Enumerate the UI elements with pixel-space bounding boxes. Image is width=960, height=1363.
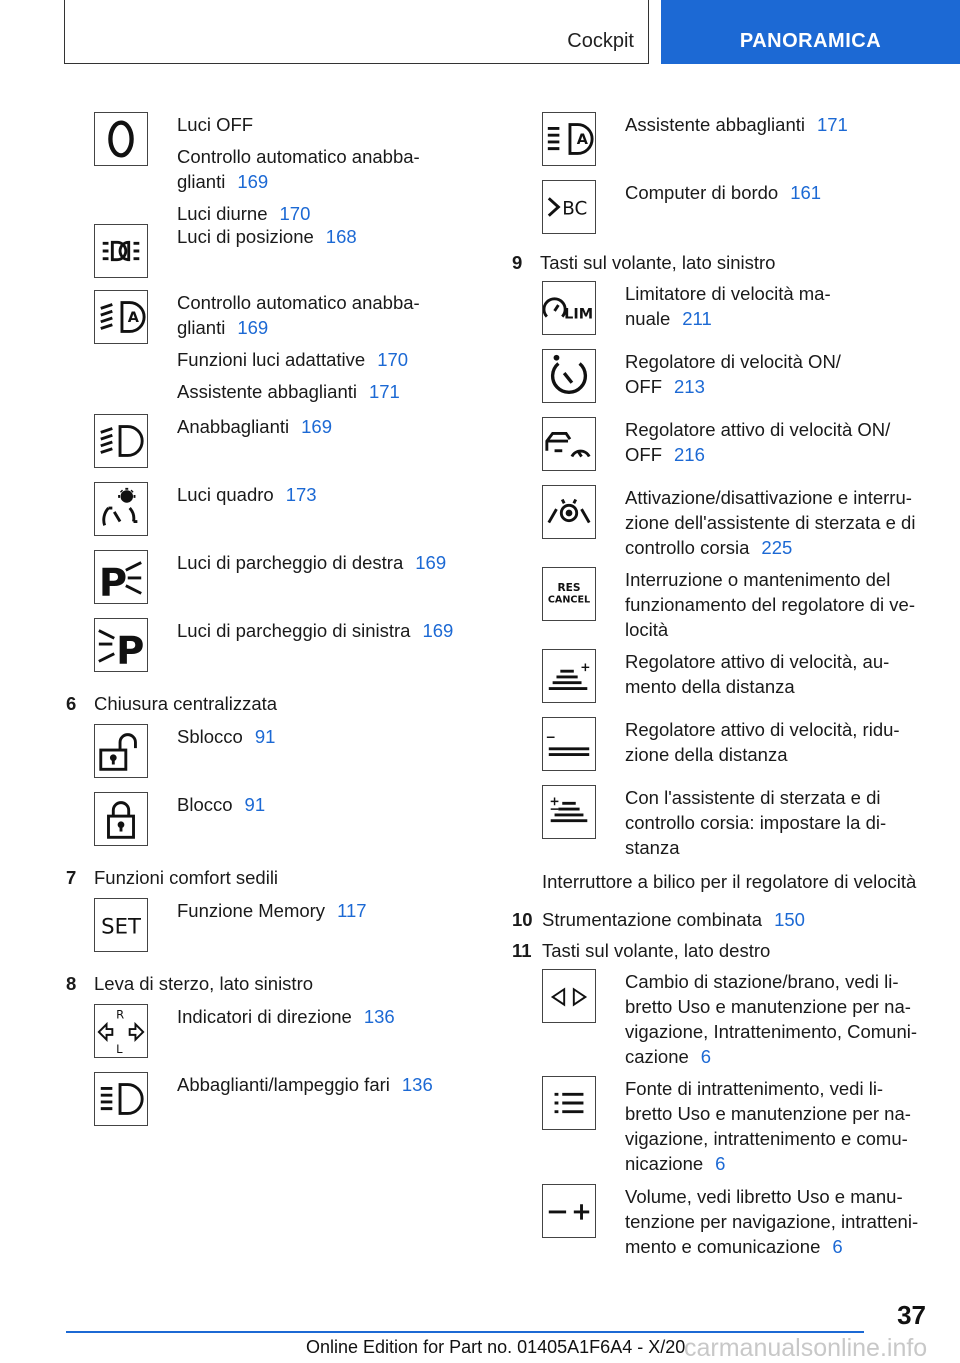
- page-ref-link[interactable]: 91: [244, 794, 266, 815]
- section-10: [512, 907, 932, 932]
- auto-low-beam-label-2: glianti: [177, 171, 226, 192]
- entry-source: [542, 1076, 932, 1184]
- volume-minus-plus-icon: [542, 1184, 596, 1238]
- page-ref-link[interactable]: 169: [301, 416, 332, 437]
- page-ref-link[interactable]: 211: [682, 308, 712, 329]
- svg-text:P: P: [98, 560, 128, 603]
- entry-parking-right: [94, 548, 474, 616]
- res-cancel-icon: [542, 567, 596, 621]
- high-beam-assist-icon: [542, 112, 596, 166]
- low-beam-icon: [94, 414, 148, 468]
- distance-increase-label-2: mento della distanza: [625, 676, 795, 697]
- adaptive-lights-label: Funzioni luci adattative: [177, 349, 366, 370]
- parking-left-label: Luci di parcheggio di sinistra: [177, 620, 411, 641]
- section-6: [66, 691, 474, 716]
- parking-light-right-icon: [94, 550, 148, 604]
- entry-high-beam-assist: [542, 100, 932, 168]
- entry-position-lights: [94, 222, 474, 290]
- station-change-label-4: cazione: [625, 1046, 689, 1067]
- entry-distance-set: [542, 785, 932, 869]
- res-cancel-label-1: Interruzione o mantenimento del: [625, 569, 891, 590]
- svg-text:A: A: [127, 309, 139, 326]
- auto-low-beam-label-2: glianti: [177, 317, 226, 338]
- lane-assist-label-3: controllo corsia: [625, 537, 750, 558]
- section-number: 6: [66, 693, 77, 714]
- source-label-4: nicazione: [625, 1153, 704, 1174]
- section-number: 10: [512, 909, 533, 930]
- page-ref-link[interactable]: 225: [761, 537, 793, 558]
- distance-increase-icon: [542, 649, 596, 703]
- page-ref-link[interactable]: 136: [401, 1074, 433, 1095]
- svg-text:A: A: [576, 131, 588, 148]
- entry-lock: [94, 790, 474, 858]
- watermark: carmanualsonline.info: [684, 1334, 928, 1362]
- left-column: [66, 100, 474, 1138]
- footer-divider: [66, 1331, 864, 1333]
- entry-lights-off: [94, 100, 474, 222]
- page-ref-link[interactable]: 117: [337, 900, 367, 921]
- parking-light-left-icon: [94, 618, 148, 672]
- acc-label-1: Regolatore attivo di velocità ON/: [625, 419, 891, 440]
- entry-res-cancel: [542, 567, 932, 649]
- set-button-icon: [94, 898, 148, 952]
- page-ref-link[interactable]: 168: [325, 226, 357, 247]
- unlock-icon: [94, 724, 148, 778]
- low-beam-label: Anabbaglianti: [177, 416, 290, 437]
- high-beam-icon: [94, 1072, 148, 1126]
- station-change-label-2: bretto Uso e manutenzione per na-: [625, 996, 911, 1017]
- entry-lane-assist: [542, 485, 932, 567]
- page-ref-link[interactable]: 136: [363, 1006, 395, 1027]
- entry-volume: [542, 1184, 932, 1268]
- high-beam-assist-label: Assistente abbaglianti: [625, 114, 805, 135]
- page-ref-link[interactable]: 171: [816, 114, 848, 135]
- section-number: 11: [512, 940, 532, 961]
- section-9: [512, 250, 932, 275]
- section-label: Chiusura centralizzata: [94, 693, 278, 714]
- distance-increase-label-1: Regolatore attivo di velocità, au-: [625, 651, 890, 672]
- page-ref-link[interactable]: 171: [368, 381, 400, 402]
- auto-high-beam-icon: [94, 290, 148, 344]
- entry-turn-signal: [94, 1002, 474, 1070]
- page-ref-link[interactable]: 91: [254, 726, 276, 747]
- lane-assist-label-1: Attivazione/disattivazione e interru-: [625, 487, 912, 508]
- entry-unlock: [94, 722, 474, 790]
- instrument-lighting-icon: [94, 482, 148, 536]
- page-ref-link[interactable]: 173: [285, 484, 317, 505]
- entry-auto-low-beam: [94, 290, 474, 412]
- source-label-2: bretto Uso e manutenzione per na-: [625, 1103, 911, 1124]
- right-column: [512, 100, 932, 1268]
- light-switch-0-icon: [94, 112, 148, 166]
- distance-decrease-label-2: zione della distanza: [625, 744, 788, 765]
- section-label: Funzioni comfort sedili: [94, 867, 279, 888]
- svg-text:R: R: [116, 1007, 125, 1022]
- memory-label: Funzione Memory: [177, 900, 326, 921]
- res-cancel-label-3: locità: [625, 619, 669, 640]
- page-ref-link[interactable]: 6: [832, 1236, 843, 1257]
- distance-set-label-2: controllo corsia: impostare la di-: [625, 812, 887, 833]
- distance-decrease-icon: [542, 717, 596, 771]
- header-section-box: [64, 0, 649, 64]
- page-ref-link[interactable]: 170: [377, 349, 409, 370]
- section-label: Tasti sul volante, lato sinistro: [540, 252, 776, 273]
- turn-signal-label: Indicatori di direzione: [177, 1006, 352, 1027]
- active-cruise-icon: [542, 417, 596, 471]
- page-ref-link[interactable]: 150: [774, 909, 805, 930]
- volume-label-1: Volume, vedi libretto Uso e manu-: [625, 1186, 903, 1207]
- position-lights-label: Luci di posizione: [177, 226, 314, 247]
- instrument-lighting-label: Luci quadro: [177, 484, 274, 505]
- station-change-label-1: Cambio di stazione/brano, vedi li-: [625, 971, 899, 992]
- daytime-lights-label: Luci diurne: [177, 203, 268, 224]
- entry-computer: [542, 168, 932, 248]
- turn-signal-icon: [94, 1004, 148, 1058]
- auto-low-beam-label-1: Controllo automatico anabba-: [177, 146, 420, 167]
- entry-acc: [542, 417, 932, 485]
- section-number: 8: [66, 973, 77, 994]
- section-8: [66, 971, 474, 996]
- source-label-3: vigazione, intrattenimento e comu-: [625, 1128, 908, 1149]
- svg-text:BC: BC: [562, 198, 588, 220]
- speed-limiter-label-1: Limitatore di velocità ma-: [625, 283, 831, 304]
- section-number: 9: [512, 252, 523, 273]
- svg-text:L: L: [116, 1042, 123, 1057]
- section-11: [512, 938, 932, 963]
- page-ref-link[interactable]: 213: [674, 376, 705, 397]
- cruise-control-label-2: OFF: [625, 376, 662, 397]
- entry-distance-minus: [542, 717, 932, 785]
- page-ref-link[interactable]: 6: [715, 1153, 726, 1174]
- section-label: Tasti sul volante, lato destro: [542, 940, 771, 961]
- distance-set-label-3: stanza: [625, 837, 680, 858]
- entry-parking-left: [94, 616, 474, 684]
- high-beam-label: Abbaglianti/lampeggio fari: [177, 1074, 390, 1095]
- distance-set-icon: [542, 785, 596, 839]
- distance-set-label-1: Con l'assistente di sterzata e di: [625, 787, 881, 808]
- onboard-computer-label: Computer di bordo: [625, 182, 779, 203]
- station-change-label-3: vigazione, Intrattenimento, Comuni-: [625, 1021, 918, 1042]
- entry-low-beam: [94, 412, 474, 480]
- speed-limiter-icon: [542, 281, 596, 335]
- page-ref-link[interactable]: 216: [674, 444, 705, 465]
- section-label: Leva di sterzo, lato sinistro: [94, 973, 314, 994]
- entry-memory: [94, 896, 474, 964]
- cruise-control-label-1: Regolatore di velocità ON/: [625, 351, 841, 372]
- page-ref-link[interactable]: 6: [700, 1046, 712, 1067]
- rocker-switch-note: Interruttore a bilico per il regolatore di velocità: [542, 871, 917, 892]
- entry-instrument-lighting: [94, 480, 474, 548]
- svg-text:P: P: [116, 628, 145, 671]
- lights-off-label: Luci OFF: [177, 114, 254, 135]
- steering-assist-icon: [542, 485, 596, 539]
- entry-station-change: [542, 969, 932, 1076]
- cruise-control-icon: [542, 349, 596, 403]
- unlock-label: Sblocco: [177, 726, 243, 747]
- svg-text:RES: RES: [557, 582, 581, 595]
- source-label-1: Fonte di intrattenimento, vedi li-: [625, 1078, 884, 1099]
- parking-light-icon: [94, 224, 148, 278]
- page-number: 37: [897, 1300, 926, 1330]
- high-beam-assist-label: Assistente abbaglianti: [177, 381, 357, 402]
- svg-text:LIM: LIM: [564, 306, 594, 323]
- page-ref-link[interactable]: 169: [237, 317, 269, 338]
- speed-limiter-label-2: nuale: [625, 308, 671, 329]
- lock-icon: [94, 792, 148, 846]
- res-cancel-label-2: funzionamento del regolatore di ve-: [625, 594, 916, 615]
- page-ref-link[interactable]: 169: [422, 620, 454, 641]
- entry-speed-limiter: [542, 281, 932, 349]
- header-tab-label: PANORAMICA: [739, 30, 882, 52]
- parking-right-label: Luci di parcheggio di destra: [177, 552, 404, 573]
- prev-next-icon: [542, 969, 596, 1023]
- page-ref-link[interactable]: 170: [279, 203, 311, 224]
- page-ref-link[interactable]: 169: [415, 552, 447, 573]
- section-label: Strumentazione combinata: [542, 909, 763, 930]
- footer-edition: Online Edition for Part no. 01405A1F6A4 - X/20: [306, 1337, 686, 1357]
- auto-low-beam-label-1: Controllo automatico anabba-: [177, 292, 420, 313]
- lock-label: Blocco: [177, 794, 233, 815]
- entry-cruise-control: [542, 349, 932, 417]
- list-icon: [542, 1076, 596, 1130]
- acc-label-2: OFF: [625, 444, 662, 465]
- page-ref-link[interactable]: 161: [790, 182, 822, 203]
- distance-decrease-label-1: Regolatore attivo di velocità, ridu-: [625, 719, 900, 740]
- entry-high-beam: [94, 1070, 474, 1138]
- entry-distance-plus: [542, 649, 932, 717]
- header-section-title: Cockpit: [567, 30, 634, 52]
- svg-text:CANCEL: CANCEL: [547, 594, 591, 606]
- section-number: 7: [66, 867, 77, 888]
- lane-assist-label-2: zione dell'assistente di sterzata e di: [625, 512, 916, 533]
- volume-label-3: mento e comunicazione: [625, 1236, 821, 1257]
- volume-label-2: tenzione per navigazione, intratteni-: [625, 1211, 919, 1232]
- svg-text:SET: SET: [101, 913, 141, 939]
- section-7: [66, 865, 474, 890]
- header-tab[interactable]: [661, 0, 960, 64]
- page-ref-link[interactable]: 169: [237, 171, 269, 192]
- onboard-computer-icon: [542, 180, 596, 234]
